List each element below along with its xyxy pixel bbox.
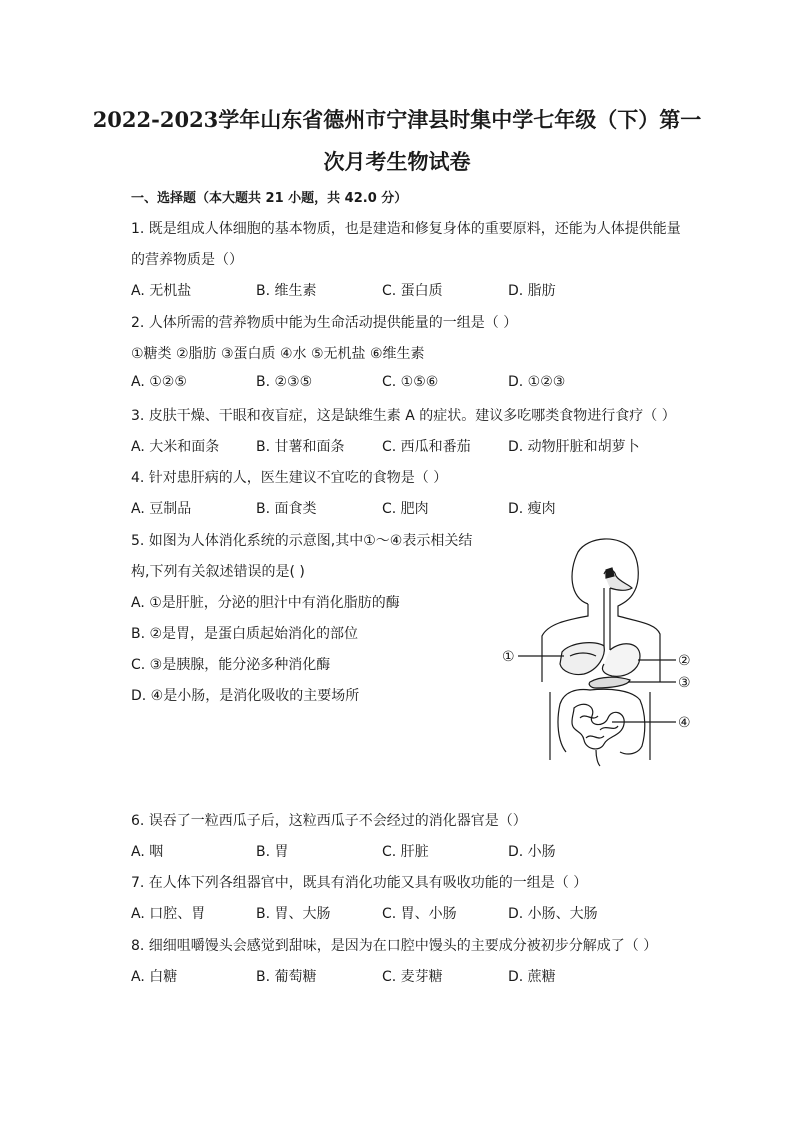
q1-option-c: C. 蛋白质 bbox=[382, 283, 443, 299]
q5-option-d: D. ④是小肠，是消化吸收的主要场所 bbox=[131, 688, 360, 704]
figure-label-2: ② bbox=[678, 653, 691, 669]
q5-stem-line-2: 构,下列有关叙述错误的是( ) bbox=[131, 564, 305, 580]
q6-option-a: A. 咽 bbox=[131, 844, 164, 860]
q8-option-d: D. 蔗糖 bbox=[508, 969, 556, 985]
q4-option-c: C. 肥肉 bbox=[382, 501, 429, 517]
small-intestine bbox=[572, 704, 624, 749]
q2-option-b: B. ②③⑤ bbox=[256, 374, 313, 390]
q1-option-a: A. 无机盐 bbox=[131, 283, 192, 299]
q7-option-a: A. 口腔、胃 bbox=[131, 906, 206, 922]
q2-option-d: D. ①②③ bbox=[508, 374, 566, 390]
q3-option-b: B. 甘薯和面条 bbox=[256, 439, 345, 455]
q4-option-a: A. 豆制品 bbox=[131, 501, 192, 517]
q2-stem-line-1: 2. 人体所需的营养物质中能为生命活动提供能量的一组是（ ） bbox=[131, 315, 518, 331]
q8-options bbox=[131, 966, 691, 986]
q4-options bbox=[131, 498, 691, 518]
digestive-system-diagram bbox=[500, 532, 700, 767]
q6-options bbox=[131, 841, 691, 861]
page-title-line-2: 次月考生物试卷 bbox=[323, 149, 471, 174]
figure-label-1: ① bbox=[502, 649, 515, 665]
q2-option-a: A. ①②⑤ bbox=[131, 374, 187, 390]
liver bbox=[560, 643, 604, 675]
q3-stem-line-1: 3. 皮肤干燥、干眼和夜盲症，这是缺维生素 A 的症状。建议多吃哪类食物进行食疗（ ） bbox=[131, 408, 676, 424]
stomach bbox=[602, 644, 640, 677]
q4-option-d: D. 瘦肉 bbox=[508, 501, 556, 517]
q3-option-a: A. 大米和面条 bbox=[131, 439, 220, 455]
q8-option-b: B. 葡萄糖 bbox=[256, 969, 317, 985]
q2-option-c: C. ①⑤⑥ bbox=[382, 374, 439, 390]
q7-option-d: D. 小肠、大肠 bbox=[508, 906, 598, 922]
q7-stem-line-1: 7. 在人体下列各组器官中，既具有消化功能又具有吸收功能的一组是（ ） bbox=[131, 875, 588, 891]
q4-stem-line-1: 4. 针对患肝病的人，医生建议不宜吃的食物是（ ） bbox=[131, 470, 448, 486]
q1-option-b: B. 维生素 bbox=[256, 283, 317, 299]
q1-stem-line-2: 的营养物质是（） bbox=[131, 252, 243, 268]
q3-option-c: C. 西瓜和番茄 bbox=[382, 439, 471, 455]
esophagus bbox=[604, 588, 610, 652]
pancreas bbox=[589, 677, 630, 688]
q3-option-d: D. 动物肝脏和胡萝卜 bbox=[508, 439, 640, 455]
page-title-line-1: 2022-2023学年山东省德州市宁津县时集中学七年级（下）第一 bbox=[92, 107, 702, 132]
q1-stem-line-1: 1. 既是组成人体细胞的基本物质，也是建造和修复身体的重要原料，还能为人体提供能量 bbox=[131, 221, 681, 237]
q6-stem-line-1: 6. 误吞了一粒西瓜子后，这粒西瓜子不会经过的消化器官是（） bbox=[131, 813, 527, 829]
q3-options bbox=[131, 436, 691, 456]
q5-option-c: C. ③是胰腺，能分泌多种消化酶 bbox=[131, 657, 331, 673]
q2-stem-line-2: ①糖类 ②脂肪 ③蛋白质 ④水 ⑤无机盐 ⑥维生素 bbox=[131, 346, 425, 362]
q7-option-b: B. 胃、大肠 bbox=[256, 906, 331, 922]
q1-options bbox=[131, 280, 691, 300]
q5-stem-line-1: 5. 如图为人体消化系统的示意图,其中①～④表示相关结 bbox=[131, 533, 473, 549]
q8-stem-line-1: 8. 细细咀嚼馒头会感觉到甜味，是因为在口腔中馒头的主要成分被初步分解成了（ ） bbox=[131, 938, 658, 954]
section-heading: 一、选择题（本大题共 21 小题，共 42.0 分） bbox=[131, 191, 408, 206]
q6-option-d: D. 小肠 bbox=[508, 844, 556, 860]
q7-options bbox=[131, 903, 691, 923]
q6-option-c: C. 肝脏 bbox=[382, 844, 429, 860]
q5-option-b: B. ②是胃，是蛋白质起始消化的部位 bbox=[131, 626, 359, 642]
q4-option-b: B. 面食类 bbox=[256, 501, 317, 517]
figure-label-3: ③ bbox=[678, 675, 691, 691]
q6-option-b: B. 胃 bbox=[256, 844, 289, 860]
q2-options bbox=[131, 374, 691, 394]
q5-option-a: A. ①是肝脏，分泌的胆汁中有消化脂肪的酶 bbox=[131, 595, 400, 611]
figure-label-4: ④ bbox=[678, 715, 691, 731]
q7-option-c: C. 胃、小肠 bbox=[382, 906, 457, 922]
q8-option-a: A. 白糖 bbox=[131, 969, 178, 985]
q8-option-c: C. 麦芽糖 bbox=[382, 969, 443, 985]
q1-option-d: D. 脂肪 bbox=[508, 283, 556, 299]
